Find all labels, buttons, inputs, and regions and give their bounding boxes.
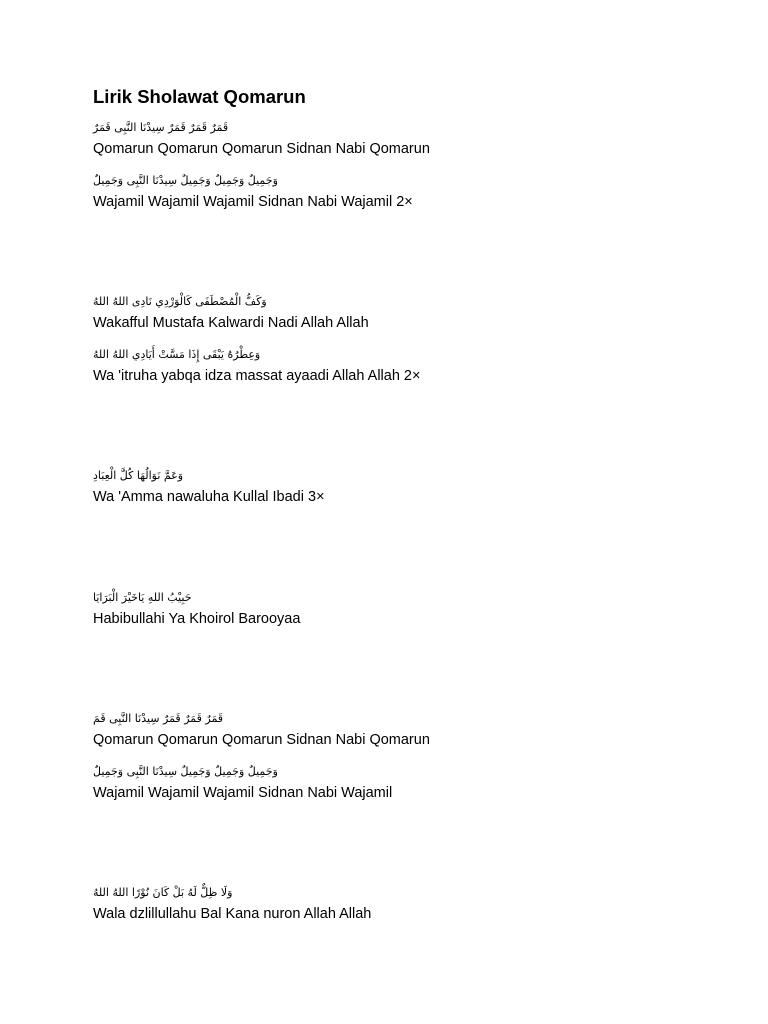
lyric-arabic-9: وَلَا ظِلٌّ لَهُ بَلْ كَانَ نُوْرًا اللهُ اللهُ xyxy=(93,886,233,899)
lyric-latin-7: Qomarun Qomarun Qomarun Sidnan Nabi Qomarun xyxy=(93,732,430,748)
lyric-latin-4: Wa 'itruha yabqa idza massat ayaadi Allah Allah 2× xyxy=(93,368,421,384)
lyric-arabic-2: وَجَمِيلٌ وَجَمِيلٌ وَجَمِيلٌ سِيدْنَا النَّبِى وَجَمِيلٌ xyxy=(93,174,278,187)
lyric-latin-5: Wa 'Amma nawaluha Kullal Ibadi 3× xyxy=(93,489,325,505)
document-title: Lirik Sholawat Qomarun xyxy=(93,86,306,107)
lyric-latin-8: Wajamil Wajamil Wajamil Sidnan Nabi Wajamil xyxy=(93,785,393,801)
lyric-latin-9: Wala dzlillullahu Bal Kana nuron Allah Allah xyxy=(93,906,372,922)
lyric-arabic-8: وَجَمِيلٌ وَجَمِيلٌ وَجَمِيلٌ سِيدْنَا النَّبِى وَجَمِيلٌ xyxy=(93,765,278,778)
lyric-latin-2: Wajamil Wajamil Wajamil Sidnan Nabi Wajamil 2× xyxy=(93,194,413,210)
lyric-latin-1: Qomarun Qomarun Qomarun Sidnan Nabi Qomarun xyxy=(93,141,430,157)
lyric-arabic-6: حَبِيْبُ اللهِ يَاخَيْرَ الْبَرَايَا xyxy=(93,591,192,604)
lyric-latin-6: Habibullahi Ya Khoirol Barooyaa xyxy=(93,611,301,627)
lyric-arabic-4: وَعِطْرُهُ يَبْقَى إِذَا مَسَّتْ أَيَادِي اللهُ اللهُ xyxy=(93,348,261,361)
lyric-arabic-5: وَعَمَّ نَوَالُهَا كُلَّ الْعِبَادِ xyxy=(93,469,184,482)
lyric-latin-3: Wakafful Mustafa Kalwardi Nadi Allah Allah xyxy=(93,315,369,331)
lyric-arabic-1: قَمَرٌ قَمَرٌ قَمَرٌ سِيدْنَا النَّبِى قَمَرٌ xyxy=(93,121,229,134)
lyric-arabic-7: قَمَرٌ قَمَرٌ قَمَرٌ سِيدْنَا النَّبِى قَمَ xyxy=(93,712,224,725)
lyric-arabic-3: وَكَفُّ الْمُصْطَفَى كَالْوَرْدِي نَادِى اللهُ اللهُ xyxy=(93,295,267,308)
